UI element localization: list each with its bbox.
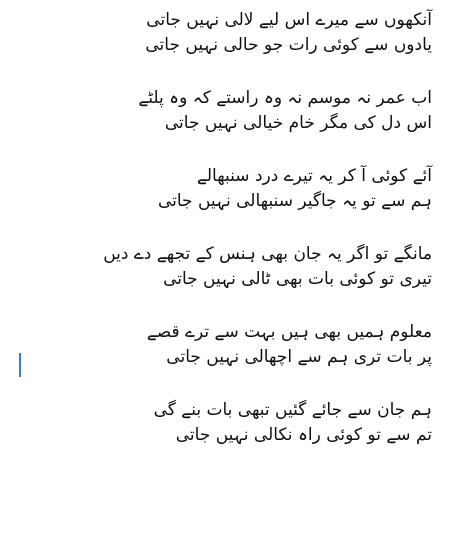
stanza [12,398,432,448]
poem-line: آئے کوئی آ کر یہ تیرے درد سنبھالے [196,166,432,186]
poem-line: ہم سے تو یہ جاگیر سنبھالی نہیں جاتی [157,191,432,211]
stanza [12,242,432,292]
poem-line: تم سے تو کوئی راہ نکالی نہیں جاتی [175,425,432,445]
poem-line: مانگے تو اگر یہ جان بھی ہنس کے تجھے دے دیں [103,244,432,264]
poem-line: اس دل کی مگر خام خیالی نہیں جاتی [164,113,432,133]
text-cursor [19,353,21,377]
poem-line: آنکھوں سے میرے اس لیے لالی نہیں جاتی [146,10,432,30]
stanza [12,164,432,214]
stanza [12,8,432,58]
poem-line: اب عمر نہ موسم نہ وہ راستے کہ وہ پلٹے [138,88,432,108]
poem-line: ہم جان سے جائے گئیں تبھی بات بنے گی [153,400,432,420]
stanza [12,86,432,136]
poem-line: پر بات تری ہم سے اچھالی نہیں جاتی [166,347,432,367]
poem-line: تیری تو کوئی بات بھی ٹالی نہیں جاتی [163,269,432,289]
poem-line: یادوں سے کوئی رات جو حالی نہیں جاتی [145,35,432,55]
poem-line: معلوم ہمیں بھی ہیں بہت سے ترے قصے [146,322,432,342]
stanza [12,320,432,370]
poem-text-area[interactable] [12,8,432,476]
